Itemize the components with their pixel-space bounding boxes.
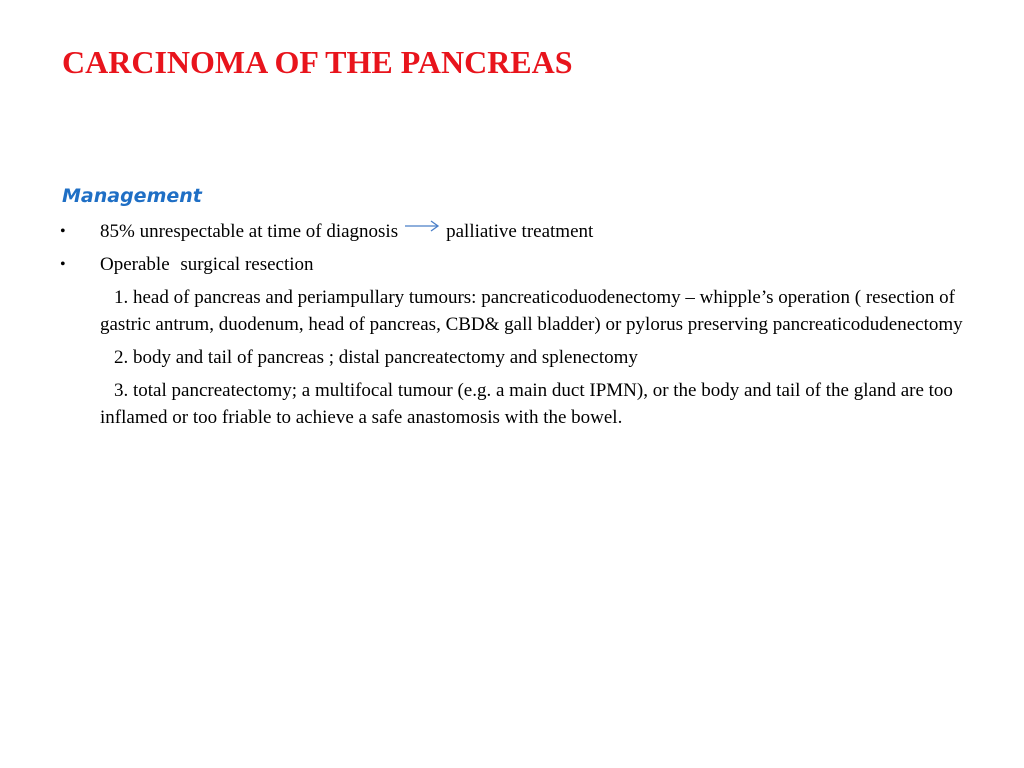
right-arrow-icon (404, 219, 440, 233)
bullet-text-operable: Operable (100, 254, 170, 275)
slide-body (0, 218, 1024, 437)
slide-title: CARCINOMA OF THE PANCREAS (62, 44, 573, 80)
section-heading: Management (62, 185, 202, 207)
bullet-text (100, 251, 314, 278)
bullet-item-unresectable (0, 218, 1024, 251)
bullet-item-operable (0, 251, 1024, 284)
bullet-text-before-arrow: 85% unrespectable at time of diagnosis (100, 221, 399, 242)
bullet-marker: • (60, 223, 66, 240)
bullet-text-after-arrow: palliative treatment (446, 221, 594, 242)
sub-item-head-of-pancreas: 1. head of pancreas and periampullary tumours: pancreaticoduodenectomy – whipple’s operation ( resection of gastric antrum, duodenum, head of pancreas, CBD& gall bladder) or pylorus preserving pancreaticodudenectomy (100, 287, 963, 335)
bullet-marker: • (60, 256, 66, 273)
sub-item-body-and-tail: 2. body and tail of pancreas ; distal pancreatectomy and splenectomy (114, 347, 638, 368)
sub-item-total-pancreatectomy: 3. total pancreatectomy; a multifocal tumour (e.g. a main duct IPMN), or the body and tail of the gland are too inflamed or too friable to achieve a safe anastomosis with the bowel. (100, 380, 953, 428)
bullet-text-surgical-resection: surgical resection (180, 254, 314, 275)
bullet-text (100, 218, 593, 245)
